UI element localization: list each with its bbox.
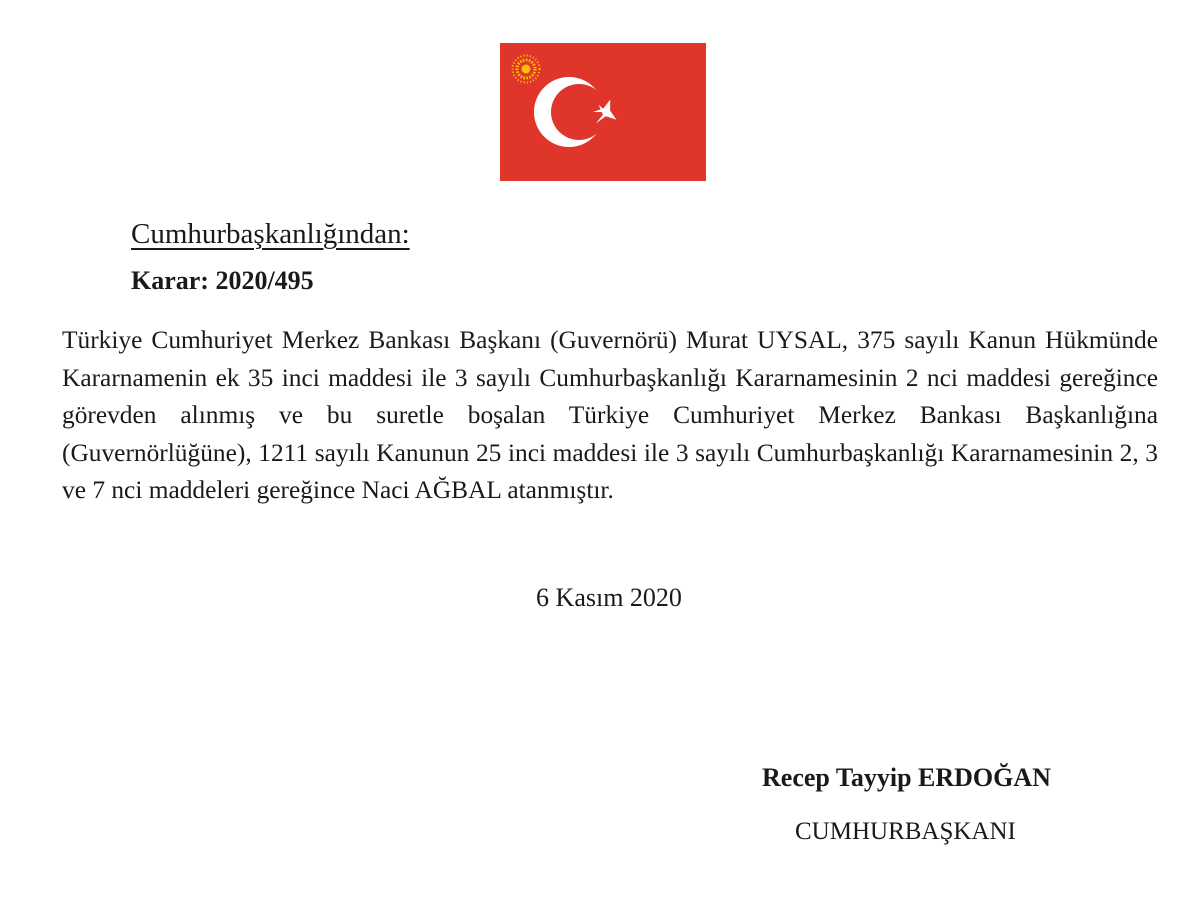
decision-date: 6 Kasım 2020 bbox=[536, 583, 682, 612]
decision-body-text: Türkiye Cumhuriyet Merkez Bankası Başkanı (Guvernörü) Murat UYSAL, 375 sayılı Kanun Hükmünde Kararnamenin ek 35 inci maddesi ile 3 sayılı Cumhurbaşkanlığı Kararnamesinin 2 nci maddesi gereğince görevden alınmış ve bu suretle boşalan Türkiye Cumhuriyet Merkez Bankası Başkanlığına (Guvernörlüğüne), 1211 sayılı Kanunun 25 inci maddesi ile 3 sayılı Cumhurbaşkanlığı Kararnamesinin 2, 3 ve 7 nci maddeleri gereğince Naci AĞBAL atanmıştır. bbox=[62, 326, 1158, 504]
flag-graphic bbox=[500, 43, 706, 181]
turkish-flag-icon bbox=[500, 43, 706, 181]
decision-number: Karar: 2020/495 bbox=[131, 266, 314, 295]
signatory-title: CUMHURBAŞKANI bbox=[795, 818, 1016, 845]
issuer-heading: Cumhurbaşkanlığından: bbox=[131, 218, 410, 250]
signatory-name: Recep Tayyip ERDOĞAN bbox=[762, 763, 1051, 792]
